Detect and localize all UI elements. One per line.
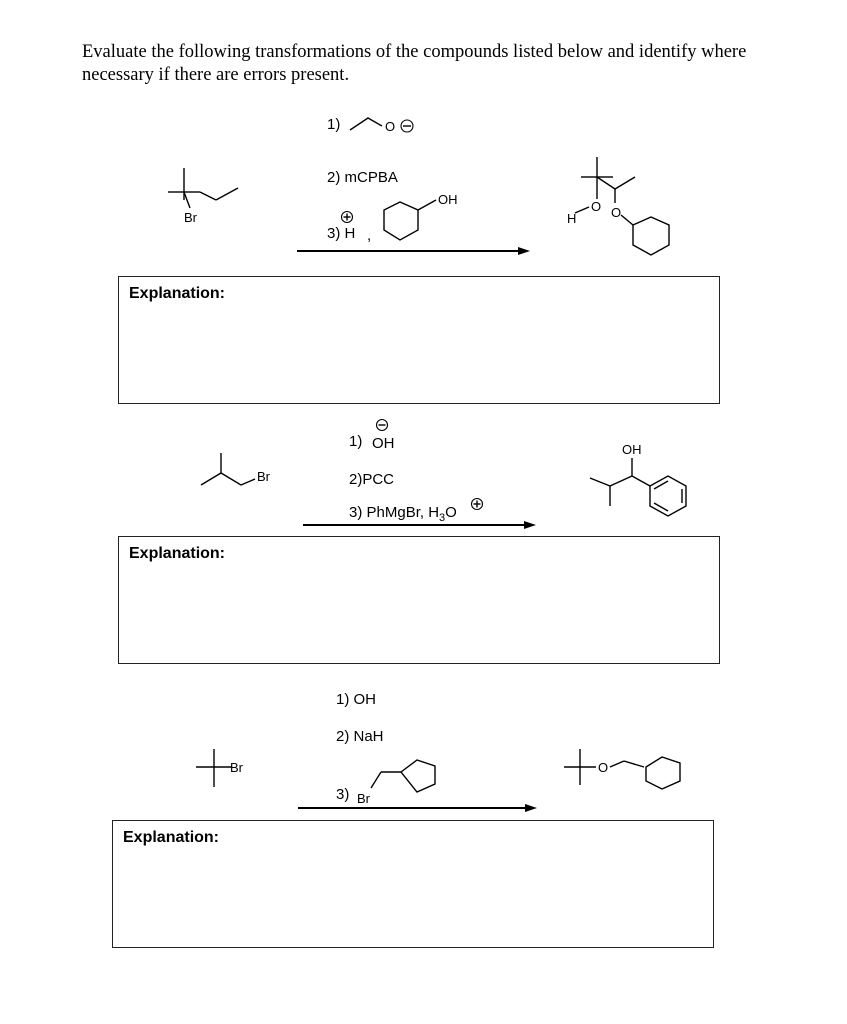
- r1-reagent-oh-label: OH: [438, 192, 458, 207]
- r3-product-structure: [560, 745, 695, 795]
- r3-explanation-title: Explanation:: [123, 829, 220, 846]
- r1-step1-label: 1): [327, 116, 341, 133]
- r1-explanation-title: Explanation:: [129, 285, 226, 302]
- r3-reagent-br-label: Br: [357, 791, 370, 806]
- r3-step1-label: 1) OH: [336, 691, 377, 708]
- r2-explanation-box[interactable]: [118, 536, 720, 664]
- r2-step1-oh: OH: [372, 435, 395, 452]
- svg-text:O: O: [385, 119, 396, 134]
- r3-starting-material-structure: [190, 745, 260, 795]
- r2-plus-charge-icon: [470, 497, 484, 511]
- r1-start-br-label: Br: [184, 210, 197, 225]
- r2-start-br-label: Br: [257, 469, 270, 484]
- r1-plus-charge-icon: [340, 210, 354, 224]
- r1-product-o2-label: O: [611, 205, 622, 220]
- r1-explanation-box[interactable]: [118, 276, 720, 404]
- r2-step3-text: 3) PhMgBr, H: [349, 504, 440, 521]
- r1-step3-label: 3) H: [327, 225, 356, 242]
- r1-step3-comma: ,: [367, 227, 372, 244]
- r2-product-structure: [588, 440, 698, 520]
- r3-product-o-label: O: [598, 760, 609, 775]
- r3-explanation-box[interactable]: [112, 820, 714, 948]
- r2-product-oh-label: OH: [622, 442, 642, 457]
- r3-reaction-arrow: [298, 807, 534, 809]
- r1-step2-label: 2) mCPBA: [327, 169, 398, 186]
- r3-step3-label: 3): [336, 786, 350, 803]
- r2-explanation-title: Explanation:: [129, 545, 226, 562]
- r2-starting-material-structure: [195, 445, 285, 495]
- r1-reaction-arrow: [297, 250, 527, 252]
- r1-product-o1-label: O: [591, 199, 602, 214]
- r2-step2-label: 2)PCC: [349, 471, 395, 488]
- r2-step3-sub: 3: [439, 512, 446, 524]
- r1-cyclohexanol-structure: [380, 190, 470, 250]
- r2-reaction-arrow: [303, 524, 533, 526]
- r1-product-h-label: H: [567, 211, 577, 226]
- r2-step3-label: [349, 504, 457, 524]
- problem-prompt: Evaluate the following transformations of the compounds listed below and identify where necessary if there are errors present.: [82, 42, 747, 85]
- r2-step3-tail: O: [445, 504, 457, 521]
- r2-minus-charge-icon: [375, 418, 389, 432]
- r2-step1-label: 1): [349, 433, 363, 450]
- r3-step2-label: 2) NaH: [336, 728, 384, 745]
- r1-ethoxide-structure: [348, 114, 438, 140]
- r1-starting-material-structure: [160, 160, 250, 230]
- r3-bromide-reagent-structure: [355, 748, 455, 808]
- r3-start-br-label: Br: [230, 760, 243, 775]
- r1-product-structure: [555, 155, 695, 265]
